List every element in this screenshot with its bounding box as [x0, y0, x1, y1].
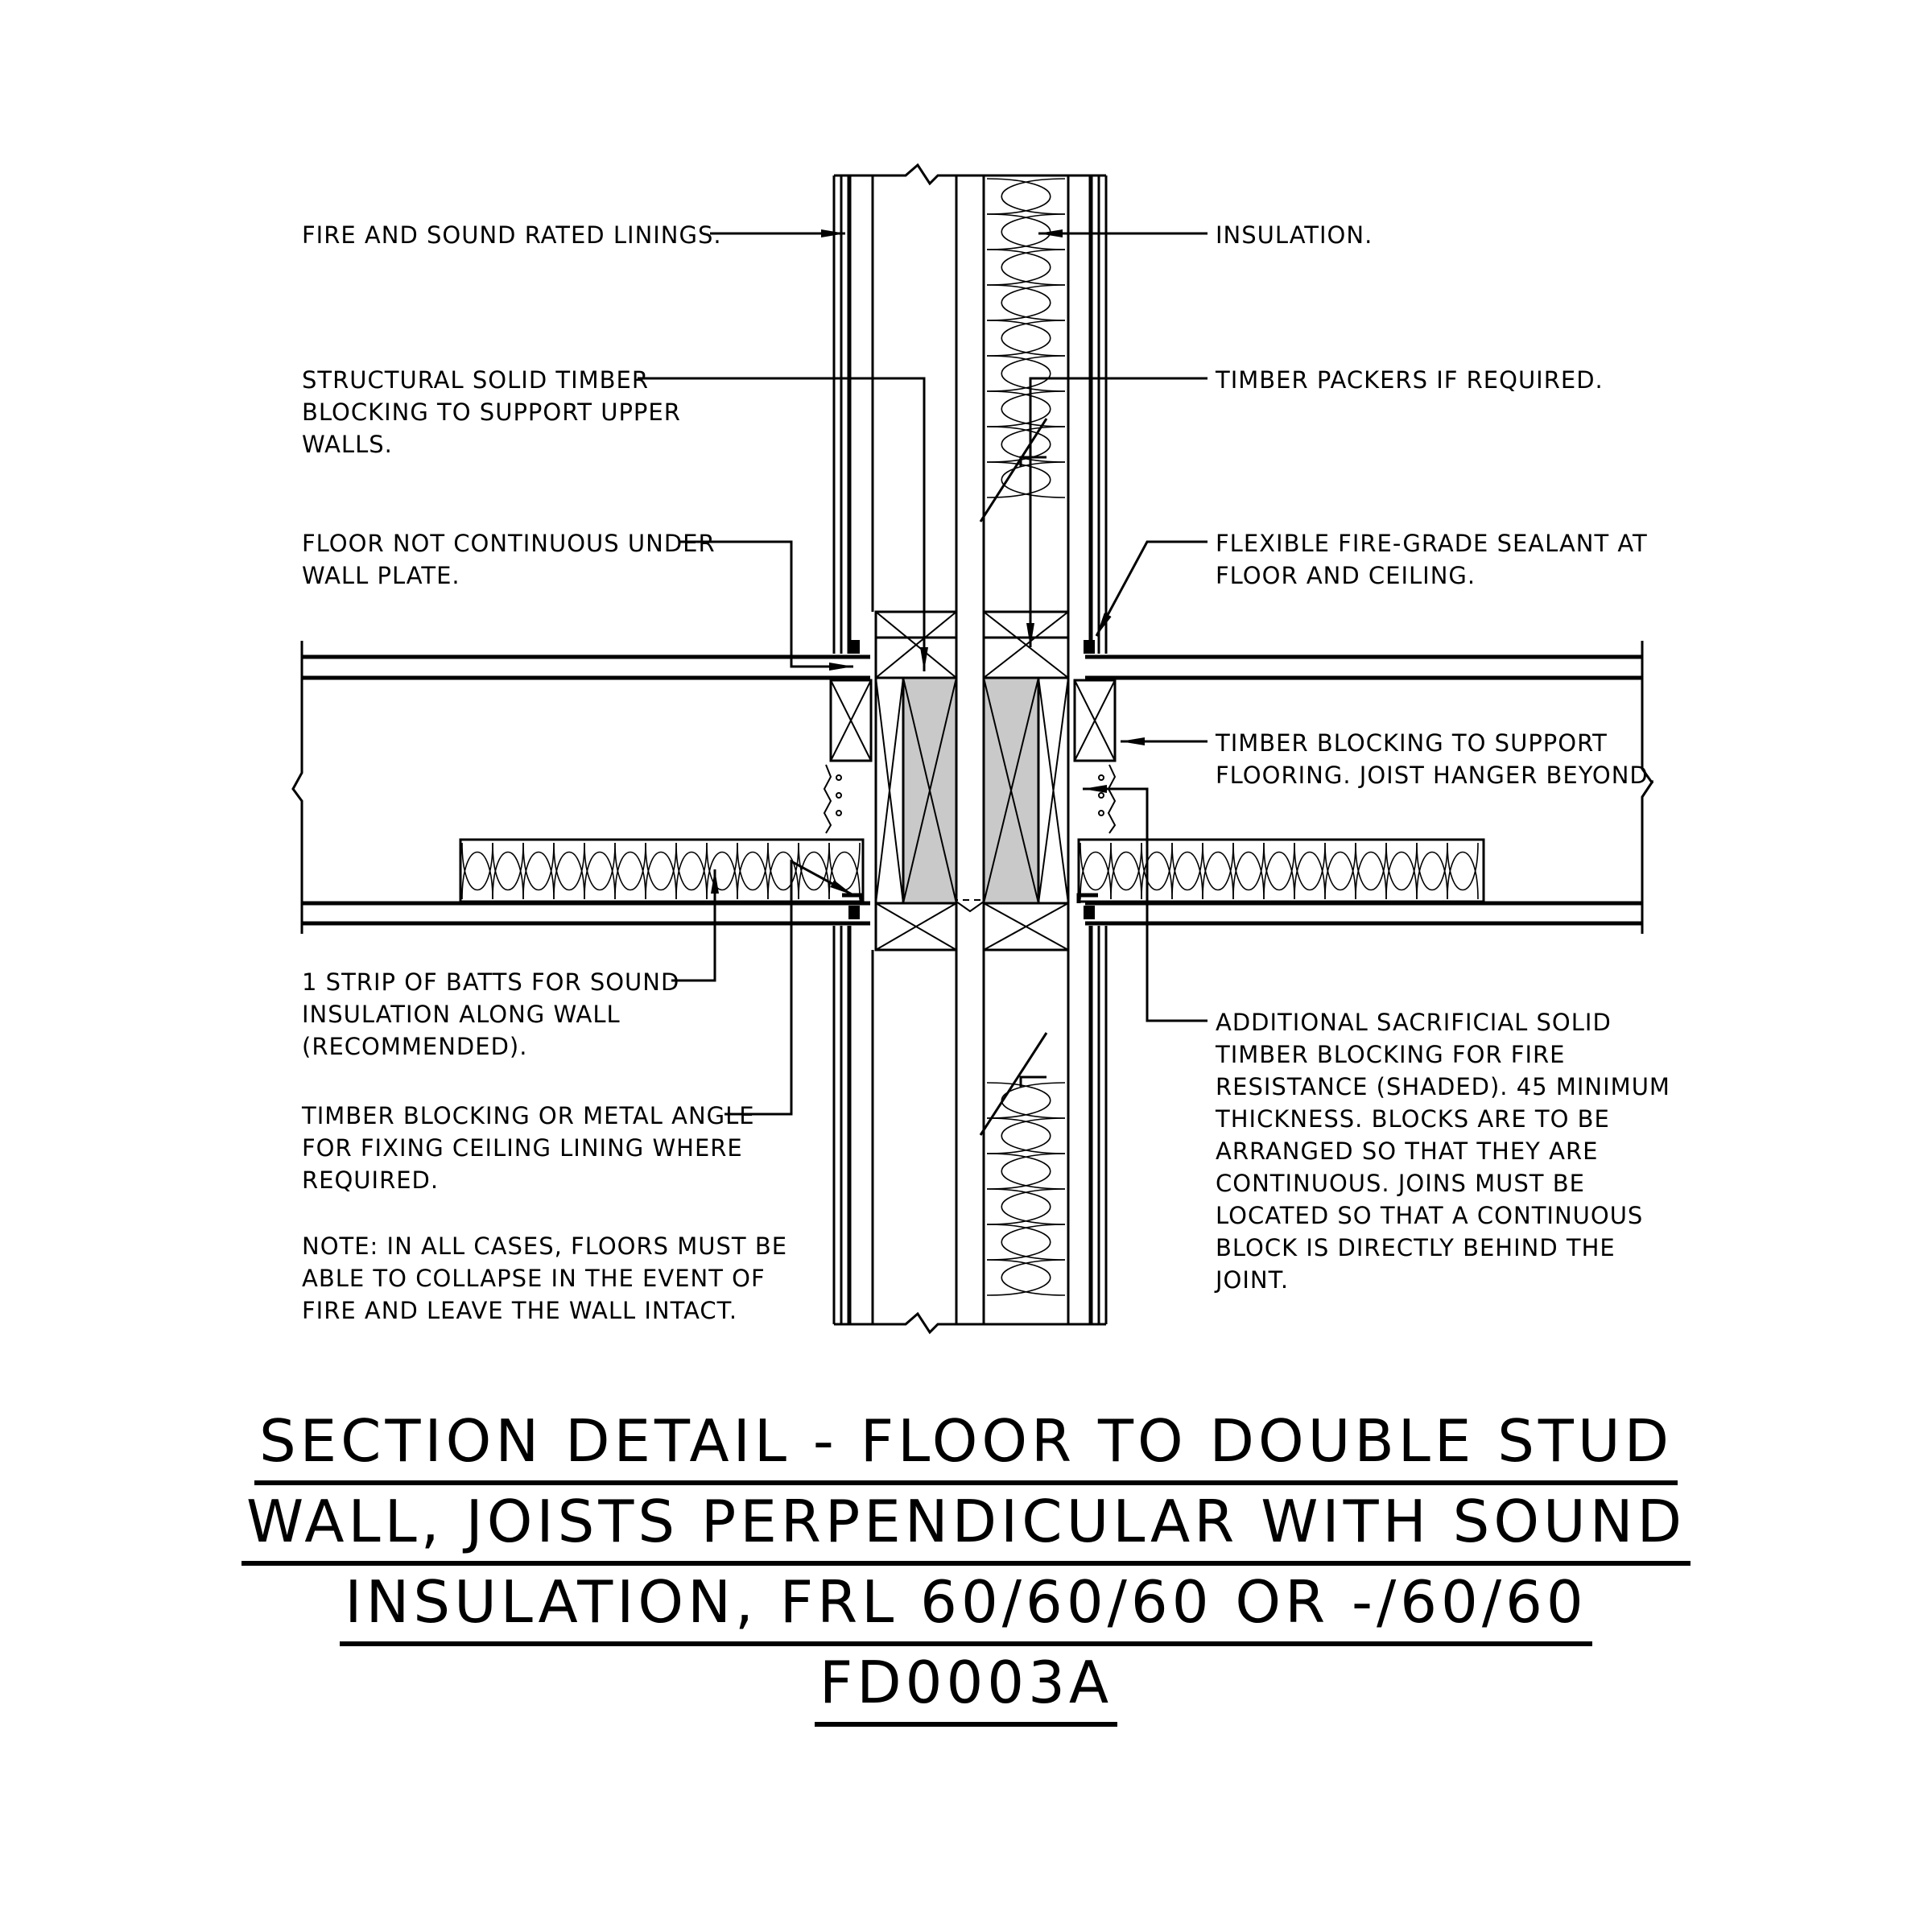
sound-insulation-batts-right: [1079, 840, 1484, 902]
title-line-1: SECTION DETAIL - FLOOR TO DOUBLE STUD: [0, 1405, 1932, 1485]
structural-blocking-upper: [876, 612, 1068, 678]
flooring-support-blocking: [824, 680, 1115, 833]
drawing-code: FD0003A: [0, 1646, 1932, 1727]
title-line-2: WALL, JOISTS PERPENDICULAR WITH SOUND: [0, 1485, 1932, 1566]
label-structural-blocking: STRUCTURAL SOLID TIMBER BLOCKING TO SUPPORT UPPER WALLS.: [302, 366, 681, 458]
sound-insulation-batts-left: [460, 840, 863, 902]
label-sealant: FLEXIBLE FIRE-GRADE SEALANT AT FLOOR AND CEILING.: [1216, 530, 1648, 589]
wall-insulation-lower: [987, 1083, 1065, 1295]
label-insulation: INSULATION.: [1216, 221, 1373, 249]
label-floor-not-continuous: FLOOR NOT CONTINUOUS UNDER WALL PLATE.: [302, 530, 716, 589]
label-fire-sound-linings: FIRE AND SOUND RATED LININGS.: [302, 221, 722, 249]
label-sacrificial-blocking: ADDITIONAL SACRIFICIAL SOLID TIMBER BLOCKING FOR FIRE RESISTANCE (SHADED). 45 MINIMUM THICKNESS. BLOCKS ARE TO BE ARRANGED SO THAT THEY ARE CONTINUOUS. JOINS MUST BE LOCATED SO THAT A CONTINUOUS BLOCK IS DIRECTLY BEHIND THE JOINT.: [1216, 1009, 1670, 1294]
label-flooring-blocking: TIMBER BLOCKING TO SUPPORT FLOORING. JOIST HANGER BEYOND.: [1216, 729, 1657, 789]
sacrificial-blocking: [876, 678, 1068, 903]
title-line-3: INSULATION, FRL 60/60/60 OR -/60/60: [0, 1566, 1932, 1646]
label-timber-packers: TIMBER PACKERS IF REQUIRED.: [1216, 366, 1604, 394]
label-note: NOTE: IN ALL CASES, FLOORS MUST BE ABLE TO COLLAPSE IN THE EVENT OF FIRE AND LEAVE THE WALL INTACT.: [302, 1232, 788, 1324]
label-batts-strip: 1 STRIP OF BATTS FOR SOUND INSULATION ALONG WALL (RECOMMENDED).: [302, 968, 680, 1060]
label-ceiling-fixing: TIMBER BLOCKING OR METAL ANGLE FOR FIXING CEILING LINING WHERE REQUIRED.: [302, 1102, 755, 1194]
leader-lines: [638, 233, 1208, 1114]
